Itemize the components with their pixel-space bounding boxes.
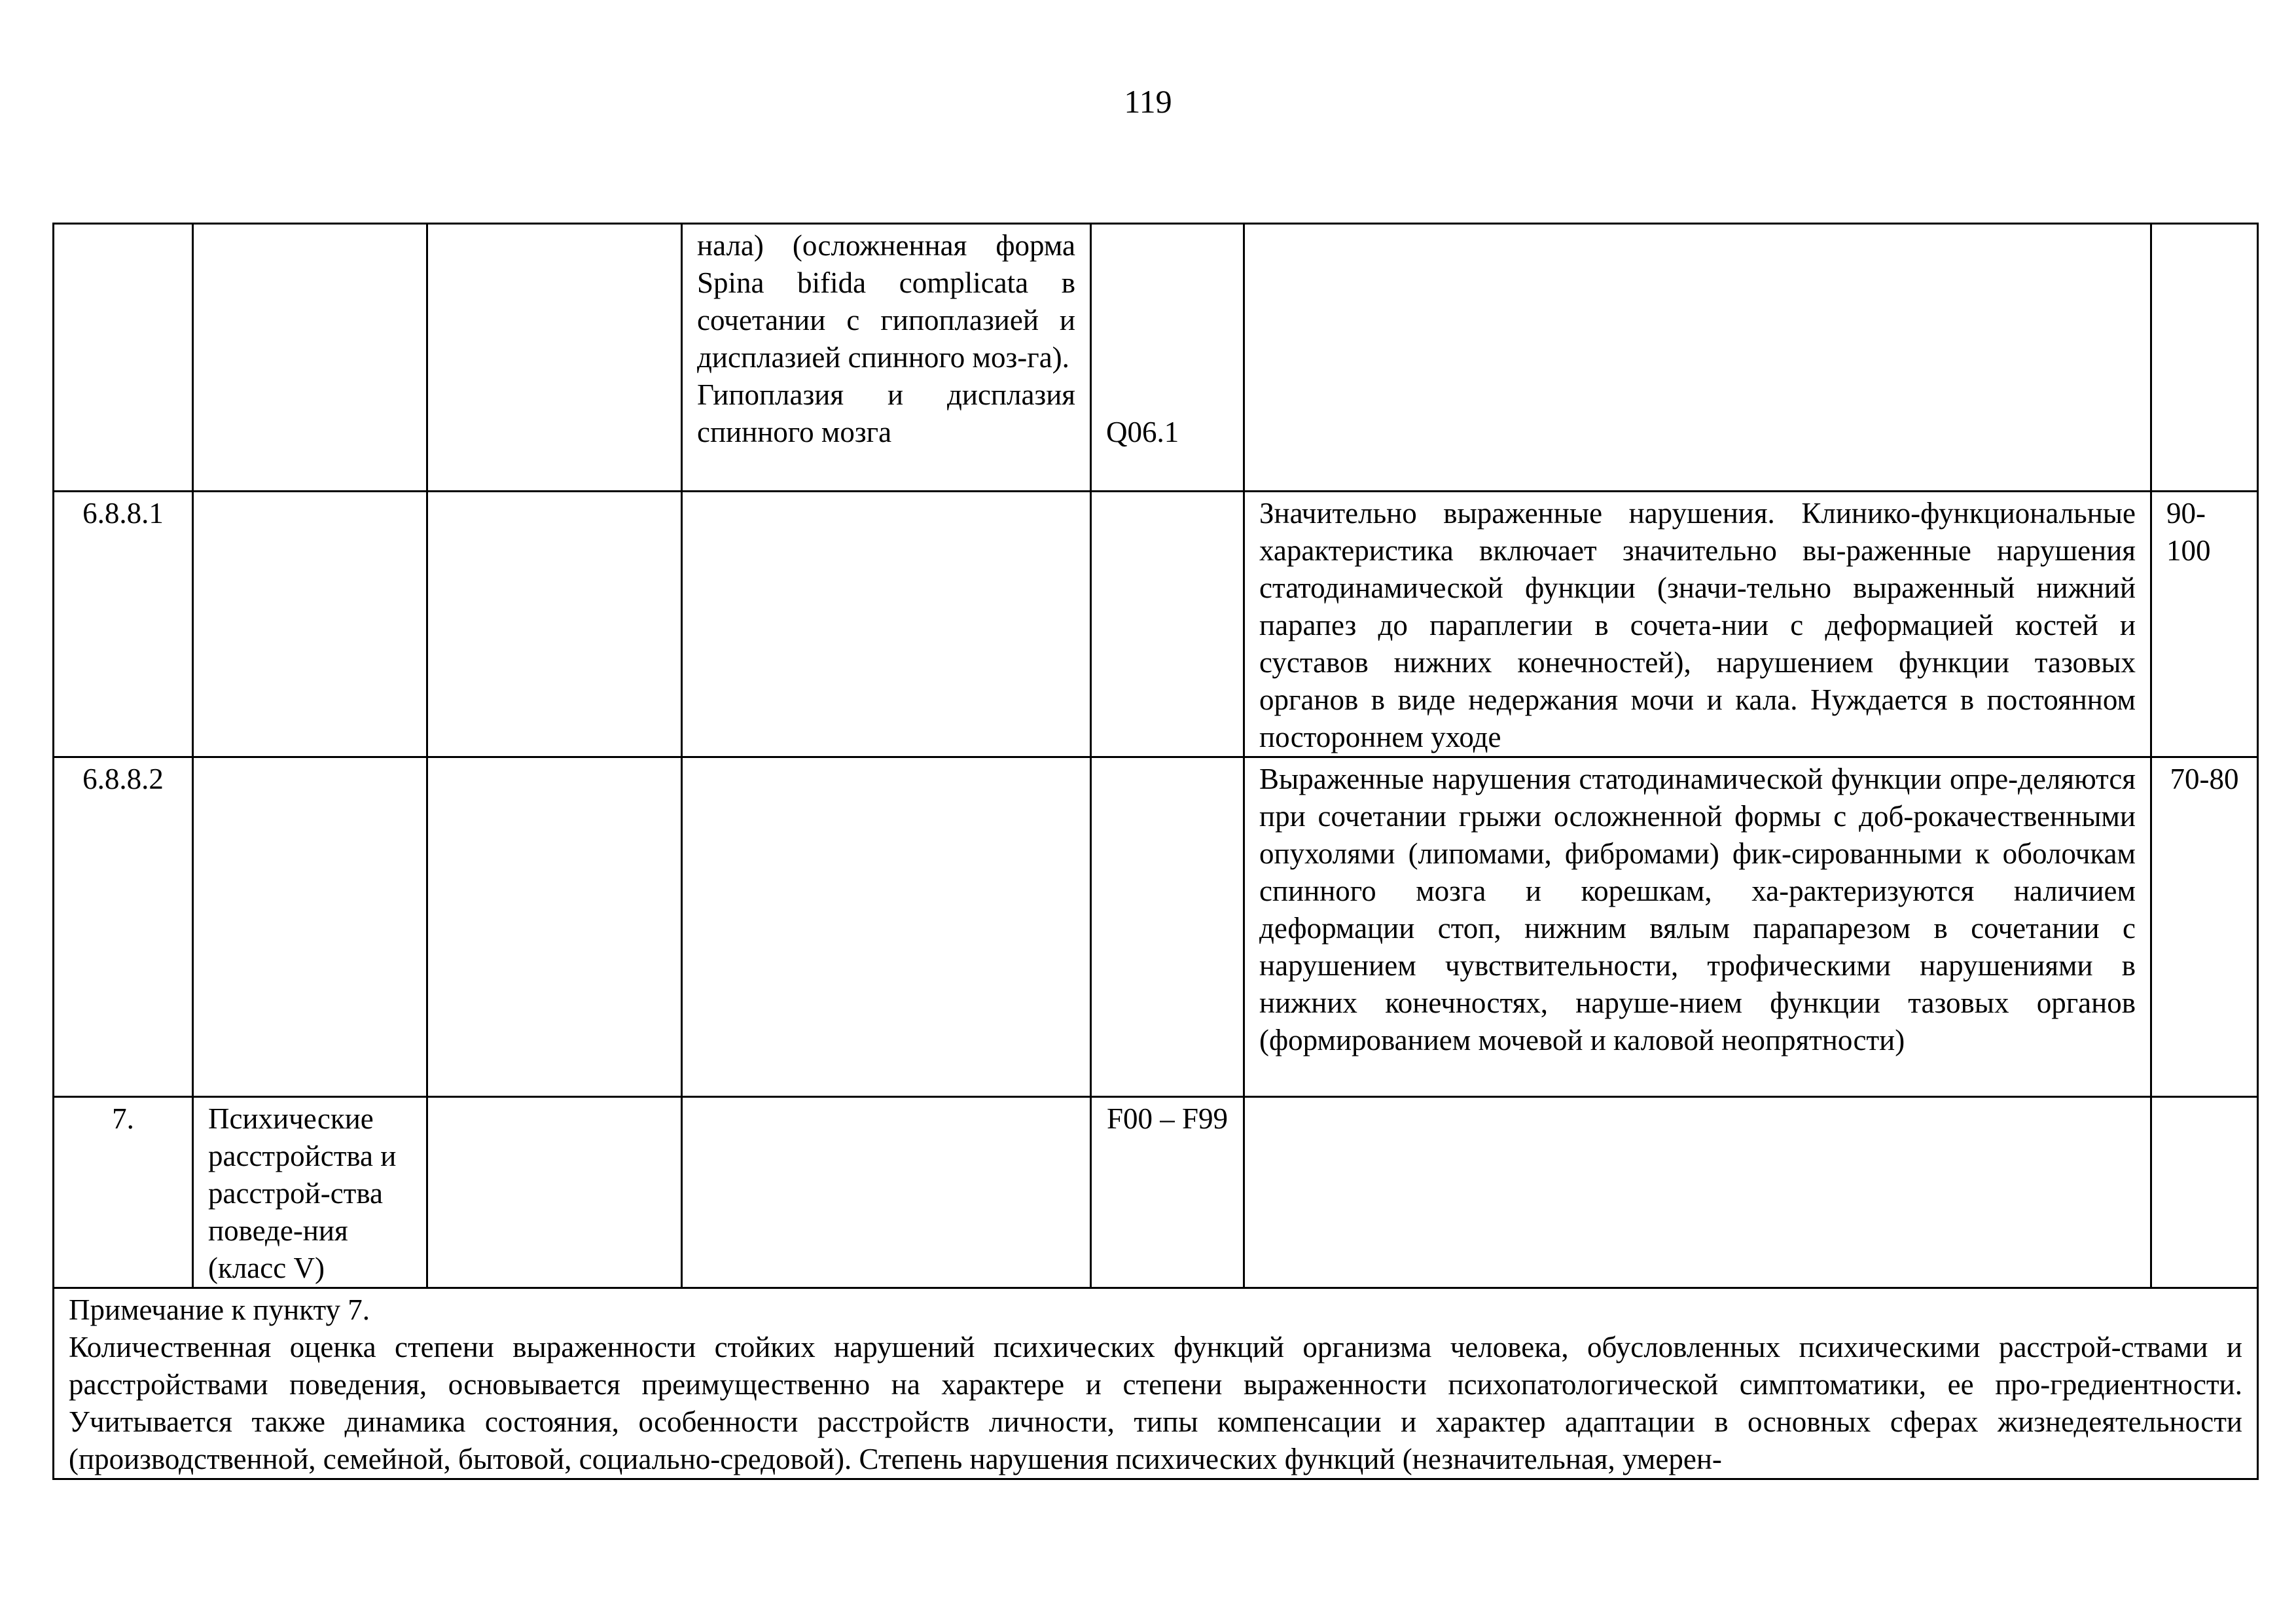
icd-code-cell <box>1091 224 1244 492</box>
table-row-6882 <box>54 757 2258 1097</box>
percent-cell <box>2151 1097 2258 1288</box>
percent-cell <box>2151 224 2258 492</box>
nosology-description-b: Гипоплазия и дисплазия спинного мозга <box>697 378 1075 448</box>
criteria-cell: Выраженные нарушения статодинамической функции опре-деляются при сочетании грыжи осложненной формы с доб-рокачественными опухолями (липомами, фибромами) фик-сированными к оболочкам спинного мозга и корешкам, ха-рактеризуются наличием деформации стоп, нижним вялым парапарезом в сочетании с нарушением чувствительности, трофическими нарушениями в нижних конечностях, наруше-нием функции тазовых органов (формированием мочевой и каловой неопрятности) <box>1244 757 2151 1097</box>
criteria-cell: Значительно выраженные нарушения. Клинико-функциональные характеристика включает значительно вы-раженные нарушения статодинамической функции (значи-тельно выраженный нижний парапез до параплегии в сочета-нии с деформацией костей и суставов нижних конечностей), нарушением функции тазовых органов в виде недержания мочи и кала. Нуждается в постоянном постороннем уходе <box>1244 492 2151 757</box>
table-row-7 <box>54 1097 2258 1288</box>
block-cell <box>427 757 682 1097</box>
disability-criteria-table <box>52 223 2259 1480</box>
icd-code: Q06.1 <box>1106 416 1179 448</box>
block-cell <box>427 492 682 757</box>
nosology-cell <box>682 224 1091 492</box>
class-cell <box>193 492 427 757</box>
nosology-cell <box>682 1097 1091 1288</box>
criteria-cell <box>1244 1097 2151 1288</box>
note-text: Количественная оценка степени выраженности стойких нарушений психических функций организма человека, обусловленных психическими расстрой-ствами и расстройствами поведения, основывается преимущественно на характере и степени выраженности психопатологической симптоматики, ее про-гредиентности. Учитывается также динамика состояния, особенности расстройств личности, типы компенсации и характер адаптации в основных сферах жизнедеятельности (производственной, семейной, бытовой, социально-средовой). Степень нарушения психических функций (незначительная, умерен- <box>69 1331 2242 1475</box>
table-row-6881 <box>54 492 2258 757</box>
icd-code-cell <box>1091 757 1244 1097</box>
nosology-description-a: нала) (осложненная форма Spina bifida complicata в сочетании с гипоплазией и дисплазией спинного моз-га). <box>697 229 1075 374</box>
note-title: Примечание к пункту 7. <box>69 1293 370 1326</box>
number-cell <box>54 224 193 492</box>
number-cell: 6.8.8.2 <box>54 757 193 1097</box>
block-cell <box>427 1097 682 1288</box>
icd-code-cell <box>1091 492 1244 757</box>
table-row-continuation <box>54 224 2258 492</box>
nosology-cell <box>682 757 1091 1097</box>
class-cell <box>193 224 427 492</box>
criteria-cell <box>1244 224 2151 492</box>
note-cell <box>54 1288 2258 1479</box>
number-cell: 6.8.8.1 <box>54 492 193 757</box>
page-number: 119 <box>1124 83 1172 120</box>
icd-code-cell: F00 – F99 <box>1091 1097 1244 1288</box>
block-cell <box>427 224 682 492</box>
class-cell <box>193 757 427 1097</box>
nosology-cell <box>682 492 1091 757</box>
percent-cell: 70-80 <box>2151 757 2258 1097</box>
class-name-cell: Психические расстройства и расстрой-ства поведе-ния (класс V) <box>193 1097 427 1288</box>
table-row-note <box>54 1288 2258 1479</box>
percent-cell: 90-100 <box>2151 492 2258 757</box>
number-cell: 7. <box>54 1097 193 1288</box>
